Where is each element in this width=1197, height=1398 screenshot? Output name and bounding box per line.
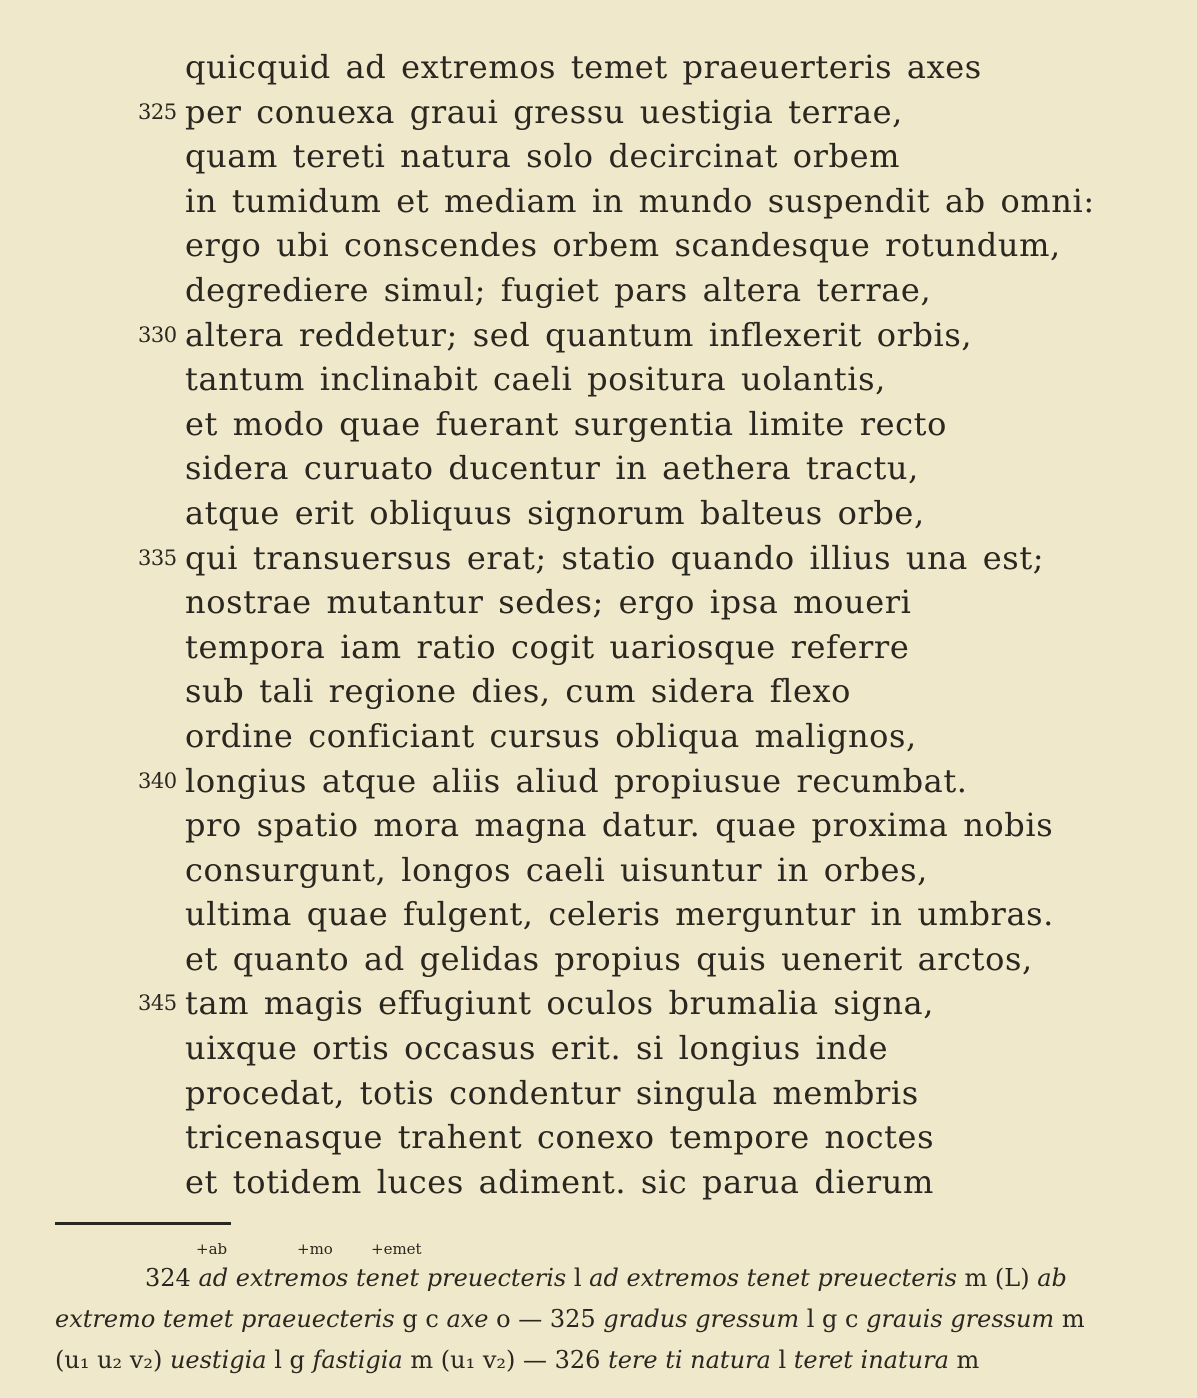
verse-line (0, 491, 1197, 536)
verse-line-text: per conuexa graui gressu uestigia terrae, (185, 92, 903, 131)
verse-line (0, 45, 1197, 90)
verse-line-text: uixque ortis occasus erit. si longius inde (185, 1029, 889, 1068)
verse-line (0, 759, 1197, 804)
verse-line (0, 134, 1197, 179)
apparatus-superscripts (0, 1240, 1197, 1260)
verse-line-text: tricenasque trahent conexo tempore noctes (185, 1118, 935, 1157)
verse-line-text: sub tali regione dies, cum sidera flexo (185, 672, 852, 711)
verse-line-text: tantum inclinabit caeli positura uolantis, (185, 360, 886, 399)
verse-line-text: et totidem luces adiment. sic parua dierum (185, 1162, 934, 1201)
verse-line (0, 1071, 1197, 1116)
verse-line (0, 446, 1197, 491)
apparatus-line (55, 1299, 1145, 1340)
verse-line (0, 669, 1197, 714)
verse-line-number: 325 (138, 99, 177, 124)
verse-line-text: degrediere simul; fugiet pars altera terrae, (185, 270, 932, 309)
verse-line (0, 223, 1197, 268)
verse-line-text: qui transuersus erat; statio quando illius una est; (185, 538, 1045, 577)
footnote-rule (55, 1222, 231, 1225)
apparatus-siglum: l (566, 1264, 590, 1292)
verse-line (0, 1160, 1197, 1205)
verse-line (0, 803, 1197, 848)
apparatus-siglum: m (L) (956, 1264, 1038, 1292)
apparatus-reading: grauis gressum (866, 1305, 1055, 1333)
apparatus-siglum: m (1054, 1305, 1085, 1333)
verse-line (0, 268, 1197, 313)
apparatus-siglum: m (948, 1346, 980, 1374)
verse-line-text: pro spatio mora magna datur. quae proxima nobis (185, 806, 1054, 845)
verse-line (0, 179, 1197, 224)
apparatus-reading: gradus gressum (603, 1305, 800, 1333)
verse-line-text: in tumidum et mediam in mundo suspendit ab omni: (185, 181, 1095, 220)
apparatus-siglum: l (770, 1346, 794, 1374)
verse-line-text: ergo ubi conscendes orbem scandesque rotundum, (185, 226, 1061, 265)
verse-line-number: 345 (138, 991, 177, 1016)
apparatus-siglum: (u₁ u₂ v₂) (55, 1346, 170, 1374)
verse-line (0, 536, 1197, 581)
apparatus-line (55, 1340, 1145, 1381)
superscript-mo: +mo (297, 1240, 333, 1258)
verse-line-text: quicquid ad extremos temet praeuerteris axes (185, 48, 982, 86)
verse-line-text: sidera curuato ducentur in aethera tractu, (185, 449, 919, 488)
verse-line-text: ultima quae fulgent, celeris merguntur in umbras. (185, 895, 1054, 934)
superscript-ab: +ab (196, 1240, 228, 1258)
apparatus-reading: ab (1037, 1264, 1067, 1292)
verse-line (0, 981, 1197, 1026)
verse-line-text: altera reddetur; sed quantum inflexerit orbis, (185, 315, 973, 354)
verse-line-number: 335 (138, 545, 177, 570)
verse-line-number: 340 (138, 768, 177, 793)
apparatus-reading: axe (446, 1305, 489, 1333)
verse-line (0, 848, 1197, 893)
apparatus-reading: fastigia (312, 1346, 403, 1374)
verse-line-number: 330 (138, 322, 177, 347)
apparatus-siglum: m (u₁ v₂) — 326 (402, 1346, 609, 1374)
apparatus-line (55, 1258, 1145, 1299)
verse-line (0, 625, 1197, 670)
verse-line (0, 937, 1197, 982)
apparatus-siglum: g c (394, 1305, 447, 1333)
verse-line-text: quam tereti natura solo decircinat orbem (185, 137, 901, 176)
apparatus-siglum: l g (266, 1346, 313, 1374)
verse-line (0, 1026, 1197, 1071)
apparatus-reading: ad extremos tenet preuecteris (589, 1264, 957, 1292)
critical-apparatus (55, 1258, 1145, 1381)
apparatus-reading: ad extremos tenet preuecteris (198, 1264, 567, 1292)
verse-line (0, 402, 1197, 447)
verse-line (0, 580, 1197, 625)
apparatus-siglum: l g c (799, 1305, 867, 1333)
poem-text (0, 45, 1197, 1204)
superscript-emet: +emet (371, 1240, 422, 1258)
verse-line-text: tam magis effugiunt oculos brumalia signa, (185, 984, 935, 1023)
verse-line-text: procedat, totis condentur singula membris (185, 1073, 919, 1112)
apparatus-reading: extremo temet praeuecteris (55, 1305, 395, 1333)
verse-line (0, 1115, 1197, 1160)
apparatus-siglum: o — 325 (488, 1305, 604, 1333)
apparatus-line-number: 324 (145, 1264, 191, 1292)
verse-line-text: et modo quae fuerant surgentia limite recto (185, 404, 947, 443)
verse-line (0, 714, 1197, 759)
verse-line (0, 90, 1197, 135)
verse-line-text: et quanto ad gelidas propius quis uenerit arctos, (185, 939, 1033, 978)
apparatus-reading: tere ti natura (608, 1346, 771, 1374)
verse-line-text: longius atque aliis aliud propiusue recumbat. (185, 761, 968, 800)
verse-line (0, 313, 1197, 358)
apparatus-reading: teret inatura (793, 1346, 949, 1374)
verse-line-text: consurgunt, longos caeli uisuntur in orbes, (185, 850, 928, 889)
verse-line (0, 357, 1197, 402)
verse-line (0, 892, 1197, 937)
verse-line-text: ordine conficiant cursus obliqua malignos, (185, 716, 917, 755)
verse-line-text: nostrae mutantur sedes; ergo ipsa moueri (185, 583, 912, 622)
apparatus-reading: uestigia (169, 1346, 267, 1374)
verse-line-text: atque erit obliquus signorum balteus orbe, (185, 493, 925, 532)
verse-line-text: tempora iam ratio cogit uariosque referre (185, 627, 910, 666)
